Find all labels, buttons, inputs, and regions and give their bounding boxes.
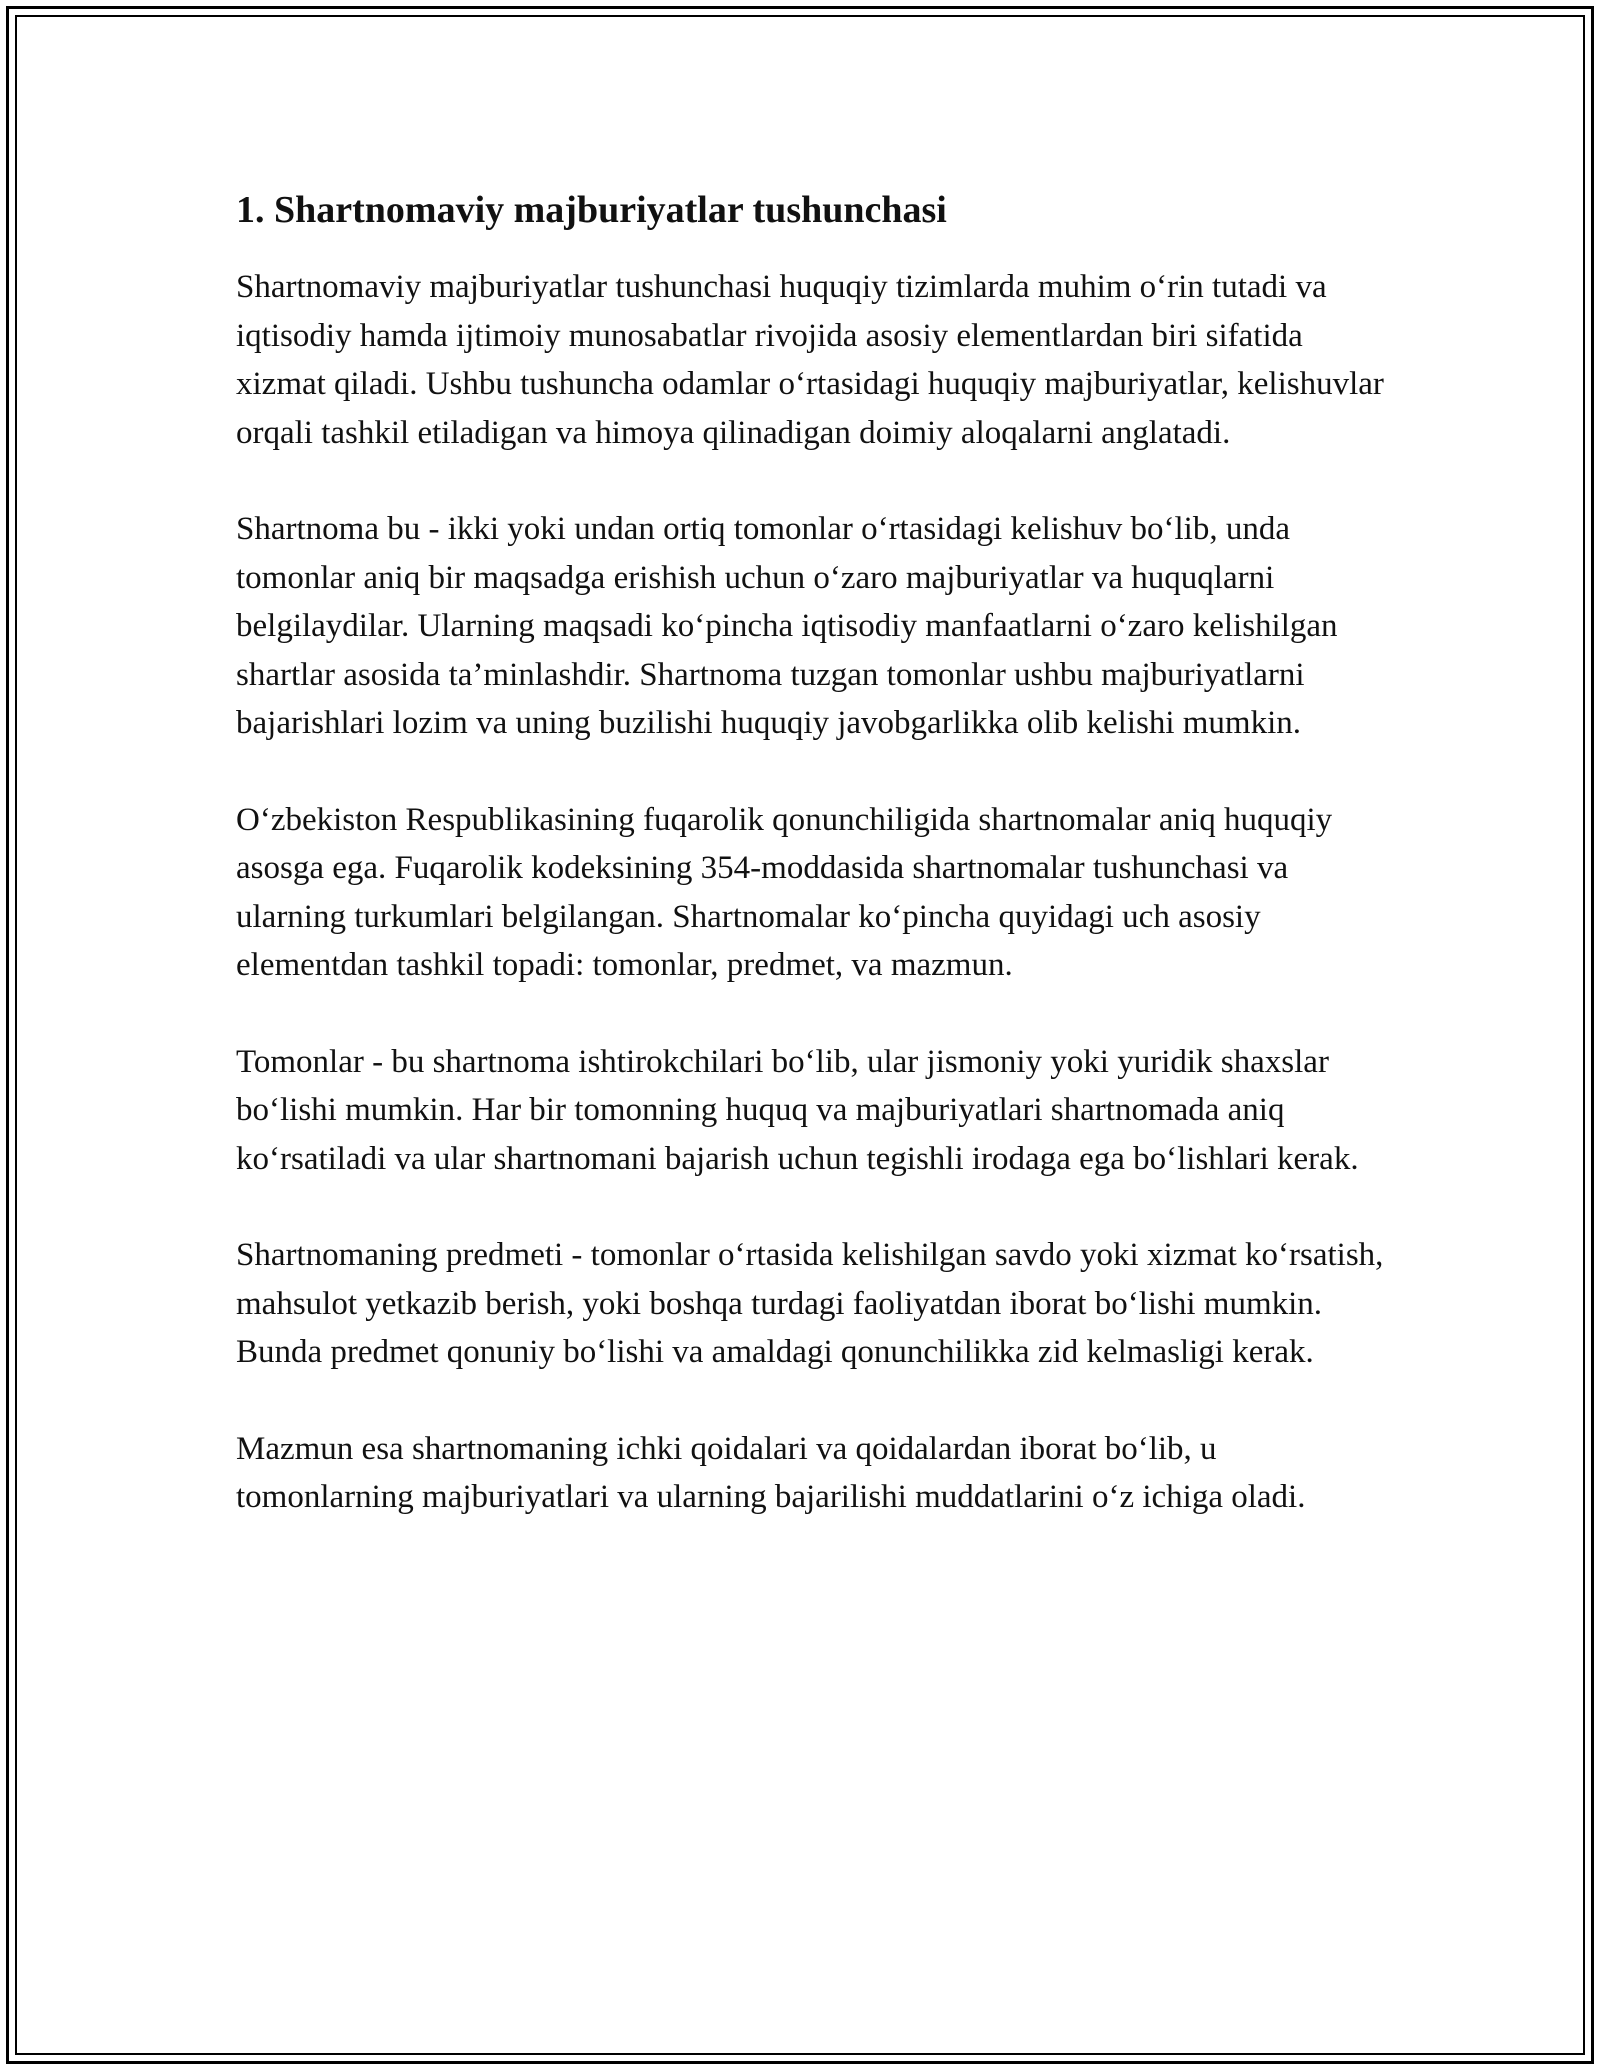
paragraph-1: Shartnomaviy majburiyatlar tushunchasi huquqiy tizimlarda muhim o‘rin tutadi va iqtisodiy hamda ijtimoiy munosabatlar rivojida asosiy elementlardan biri sifatida xizmat qiladi. Ushbu tushuncha odamlar o‘rtasidagi huquqiy majburiyatlar, kelishuvlar orqali tashkil etiladigan va himoya qilinadigan doimiy aloqalarni anglatadi. bbox=[236, 269, 1384, 451]
paragraph-5: Shartnomaning predmeti - tomonlar o‘rtasida kelishilgan savdo yoki xizmat ko‘rsatish, mahsulot yetkazib berish, yoki boshqa turdagi faoliyatdan iborat bo‘lishi mumkin. Bunda predmet qonuniy bo‘lishi va amaldagi qonunchilikka zid kelmasligi kerak. bbox=[236, 1237, 1384, 1370]
document-body bbox=[236, 185, 1386, 1570]
paragraph-4: Tomonlar - bu shartnoma ishtirokchilari bo‘lib, ular jismoniy yoki yuridik shaxslar bo‘lishi mumkin. Har bir tomonning huquq va majburiyatlari shartnomada aniq ko‘rsatiladi va ular shartnomani bajarish uchun tegishli irodaga ega bo‘lishlari kerak. bbox=[236, 1043, 1359, 1177]
paragraph-3: O‘zbekiston Respublikasining fuqarolik qonunchiligida shartnomalar aniq huquqiy asosga ega. Fuqarolik kodeksining 354-moddasida shartnomalar tushunchasi va ularning turkumlari belgilangan. Shartnomalar ko‘pincha quyidagi uch asosiy elementdan tashkil topadi: tomonlar, predmet, va mazmun. bbox=[236, 801, 1333, 983]
paragraph-6: Mazmun esa shartnomaning ichki qoidalari va qoidalardan iborat bo‘lib, u tomonlarning majburiyatlari va ularning bajarilishi muddatlarini o‘z ichiga oladi. bbox=[236, 1430, 1306, 1515]
paragraph-2: Shartnoma bu - ikki yoki undan ortiq tomonlar o‘rtasidagi kelishuv bo‘lib, unda tomonlar aniq bir maqsadga erishish uchun o‘zaro majburiyatlar va huquqlarni belgilaydilar. Ularning maqsadi ko‘pincha iqtisodiy manfaatlarni o‘zaro kelishilgan shartlar asosida ta’minlashdir. Shartnoma tuzgan tomonlar ushbu majburiyatlarni bajarishlari lozim va uning buzilishi huquqiy javobgarlikka olib kelishi mumkin. bbox=[236, 511, 1338, 741]
section-title: 1. Shartnomaviy majburiyatlar tushunchasi bbox=[236, 189, 947, 231]
